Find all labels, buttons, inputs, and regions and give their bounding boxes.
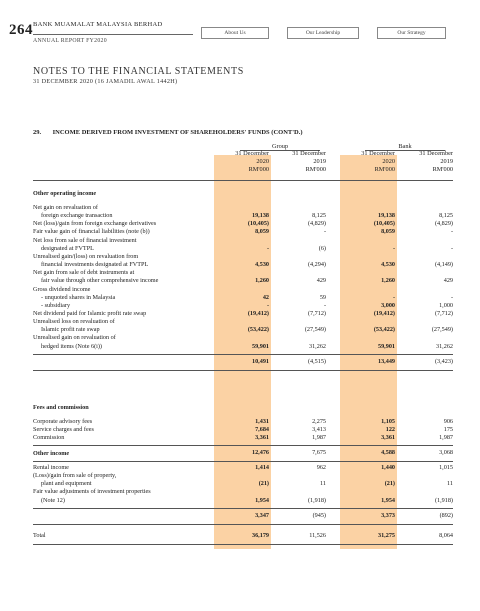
cell-value: 8,125 — [312, 212, 326, 220]
column-header-bank-2019 — [395, 150, 453, 174]
cell-value: 12,476 — [251, 449, 269, 457]
grand-total-rule — [33, 544, 453, 545]
section-end-rule — [33, 461, 453, 462]
cell-value: 1,987 — [312, 434, 326, 442]
column-date: 31 December — [292, 150, 326, 157]
row-label: foreign exchange transaction — [41, 212, 113, 220]
nav-about-us-button[interactable]: About Us — [201, 27, 269, 39]
cell-value: 36,179 — [251, 532, 269, 539]
cell-value: 1,000 — [439, 301, 453, 309]
cell-value: 1,987 — [439, 434, 453, 442]
cell-value: 19,138 — [251, 212, 269, 220]
table-row — [0, 497, 480, 505]
notes-title: NOTES TO THE FINANCIAL STATEMENTS — [33, 66, 244, 77]
subtotal-rule — [33, 508, 453, 509]
cell-value: 175 — [443, 426, 453, 434]
notes-subtitle: 31 DECEMBER 2020 (16 JAMADIL AWAL 1442H) — [33, 78, 178, 85]
cell-value: - — [392, 244, 395, 252]
row-label: fair value through other comprehensive income — [41, 277, 159, 285]
column-year: 2020 — [256, 158, 269, 165]
table-row — [0, 286, 480, 294]
row-label: Net gain from sale of debt instruments at — [33, 269, 135, 277]
bank-header: Bank — [398, 143, 412, 150]
cell-value: 31,262 — [435, 342, 453, 350]
row-label: Corporate advisory fees — [33, 418, 93, 425]
row-label: Fair value adjustments of investment properties — [33, 488, 151, 496]
cell-value: (3,423) — [434, 357, 453, 365]
cell-value: 8,059 — [381, 228, 395, 236]
cell-value: - — [392, 293, 395, 301]
table-row — [0, 253, 480, 261]
row-label: Unrealised gain/(loss) on revaluation from — [33, 252, 139, 260]
table-row — [0, 488, 480, 496]
cell-value: 4,530 — [381, 261, 395, 269]
cell-value: (10,405) — [373, 220, 395, 228]
table-row — [0, 434, 480, 442]
cell-value: 429 — [316, 277, 326, 285]
table-row — [0, 310, 480, 318]
cell-value: 1,260 — [255, 277, 269, 285]
cell-value: 2,275 — [312, 418, 326, 425]
cell-value: - — [323, 301, 326, 309]
cell-value: 59 — [319, 293, 326, 301]
cell-value: - — [266, 301, 269, 309]
row-label: Service charges and fees — [33, 426, 94, 434]
cell-value: (4,829) — [307, 220, 326, 228]
table-row — [0, 245, 480, 253]
row-label: Fair value gain of financial liabilities (note (b)) — [33, 228, 150, 236]
table-row — [0, 269, 480, 277]
row-label: financial investments designated at FVTPL — [41, 261, 149, 269]
row-label: Unrealised loss on revaluation of — [33, 318, 115, 326]
cell-value: 59,901 — [251, 342, 269, 350]
cell-value: (7,712) — [434, 309, 453, 317]
table-row — [0, 426, 480, 434]
cell-value: 4,588 — [381, 449, 395, 457]
cell-value: (1,918) — [307, 496, 326, 504]
row-label: (Loss)/gain from sale of property, — [33, 472, 117, 480]
row-label: Net gain on revaluation of — [33, 204, 98, 211]
cell-value: 3,347 — [255, 511, 269, 519]
cell-value: 3,361 — [255, 434, 269, 442]
bank-name: BANK MUAMALAT MALAYSIA BERHAD — [33, 21, 163, 28]
cell-value: (19,412) — [373, 309, 395, 317]
subtotal-rule — [33, 354, 453, 355]
cell-value: - — [266, 244, 269, 252]
row-label: Islamic profit rate swap — [41, 326, 100, 334]
cell-value: (7,712) — [307, 309, 326, 317]
column-year: 2019 — [440, 158, 453, 165]
grand-total-label: Total — [33, 532, 46, 539]
section-number: 29. — [33, 129, 42, 136]
cell-value: (4,149) — [434, 261, 453, 269]
cell-value: 7,684 — [255, 426, 269, 434]
cell-value: 1,431 — [255, 418, 269, 425]
page-number: 264 — [9, 22, 33, 38]
table-row — [0, 261, 480, 269]
table-row — [0, 204, 480, 212]
cell-value: 8,059 — [255, 228, 269, 236]
cell-value: (53,422) — [247, 326, 269, 334]
row-label: Commission — [33, 434, 65, 442]
column-unit: RM'000 — [432, 166, 453, 173]
row-label: plant and equipment — [41, 480, 92, 488]
table-row — [0, 302, 480, 310]
row-label: - unquoted shares in Malaysia — [41, 293, 116, 301]
cell-value: 8,064 — [439, 532, 453, 539]
cell-value: (945) — [312, 511, 326, 519]
nav-our-leadership-button[interactable]: Our Leadership — [287, 27, 359, 39]
cell-value: (1,918) — [434, 496, 453, 504]
cell-value: 1,440 — [381, 464, 395, 471]
table-row — [0, 326, 480, 334]
section-heading: Other operating income — [33, 190, 97, 197]
cell-value: 1,105 — [381, 418, 395, 425]
cell-value: (4,294) — [307, 261, 326, 269]
cell-value: (53,422) — [373, 326, 395, 334]
cell-value: 11,526 — [309, 532, 326, 539]
report-name: ANNUAL REPORT FY2020 — [33, 38, 107, 44]
column-year: 2020 — [382, 158, 395, 165]
cell-value: 1,015 — [439, 464, 453, 471]
cell-value: 1,260 — [381, 277, 395, 285]
cell-value: 10,491 — [251, 357, 269, 365]
table-row — [0, 318, 480, 326]
column-year: 2019 — [313, 158, 326, 165]
row-label: Net (loss)/gain from foreign exchange derivatives — [33, 220, 157, 228]
cell-value: 1,954 — [381, 496, 395, 504]
table-row — [0, 343, 480, 351]
cell-value: 122 — [385, 426, 395, 434]
cell-value: - — [450, 293, 453, 301]
section-heading: Other income — [33, 450, 70, 457]
table-row — [0, 277, 480, 285]
cell-value: (27,549) — [304, 326, 326, 334]
column-date: 31 December — [419, 150, 453, 157]
table-row — [0, 472, 480, 480]
row-label: - subsidiary — [41, 301, 71, 309]
column-header-group-2020 — [211, 150, 269, 174]
cell-value: (6) — [318, 244, 326, 252]
column-unit: RM'000 — [305, 166, 326, 173]
cell-value: 3,361 — [381, 434, 395, 442]
cell-value: 1,414 — [255, 464, 269, 471]
row-label: Gross dividend income — [33, 285, 91, 293]
table-row — [0, 294, 480, 302]
cell-value: (19,412) — [247, 309, 269, 317]
column-header-group-2019 — [268, 150, 326, 174]
table-row — [0, 212, 480, 220]
table-row — [0, 220, 480, 228]
nav-our-strategy-button[interactable]: Our Strategy — [377, 27, 446, 39]
section-heading — [33, 129, 303, 136]
group-header: Group — [271, 143, 289, 150]
section-heading-row — [0, 404, 480, 412]
column-unit: RM'000 — [248, 166, 269, 173]
row-label: (Note 12) — [41, 496, 65, 504]
cell-value: 4,530 — [255, 261, 269, 269]
cell-value: (10,405) — [247, 220, 269, 228]
cell-value: (27,549) — [431, 326, 453, 334]
row-label: designated at FVTPL — [41, 244, 94, 252]
table-row — [0, 464, 480, 472]
cell-value: 906 — [443, 418, 453, 425]
column-date: 31 December — [361, 150, 395, 157]
table-row — [0, 480, 480, 488]
cell-value: 42 — [262, 293, 269, 301]
cell-value: 11 — [447, 480, 453, 488]
cell-value: - — [323, 228, 326, 236]
section-heading: Fees and commission — [33, 404, 89, 411]
section-heading-row — [0, 190, 480, 198]
cell-value: 8,125 — [439, 212, 453, 220]
table-row — [0, 228, 480, 236]
cell-value: 19,138 — [377, 212, 395, 220]
grand-total-row — [0, 532, 480, 540]
section-end-rule — [33, 524, 453, 525]
cell-value: (4,515) — [307, 357, 326, 365]
cell-value: (892) — [439, 511, 453, 519]
cell-value: 31,262 — [308, 342, 326, 350]
cell-value: 13,449 — [377, 357, 395, 365]
cell-value: 962 — [316, 464, 326, 471]
cell-value: - — [450, 228, 453, 236]
cell-value: 3,000 — [381, 301, 395, 309]
section-end-rule — [33, 370, 453, 371]
row-label: Rental income — [33, 464, 69, 471]
cell-value: (21) — [384, 480, 395, 488]
column-unit: RM'000 — [374, 166, 395, 173]
row-label: hedged items (Note 6(i)) — [41, 342, 102, 350]
subtotal-row — [0, 358, 480, 366]
cell-value: 3,373 — [381, 511, 395, 519]
cell-value: (21) — [258, 480, 269, 488]
column-date: 31 December — [235, 150, 269, 157]
cell-value: 11 — [320, 480, 326, 488]
header-divider — [33, 34, 193, 35]
cell-value: 429 — [443, 277, 453, 285]
cell-value: 3,068 — [439, 449, 453, 457]
cell-value: - — [450, 244, 453, 252]
subtotal-row — [0, 512, 480, 520]
row-label: Unrealised gain on revaluation of — [33, 334, 116, 342]
cell-value: 31,275 — [377, 532, 395, 539]
table-row — [0, 237, 480, 245]
cell-value: 1,954 — [255, 496, 269, 504]
table-row — [0, 334, 480, 342]
column-header-bank-2020 — [337, 150, 395, 174]
notes-title-block — [33, 66, 244, 85]
table-header-rule — [33, 180, 453, 181]
cell-value: 3,413 — [312, 426, 326, 434]
row-label: Net dividend paid for Islamic profit rate swap — [33, 309, 147, 317]
section-title: INCOME DERIVED FROM INVESTMENT OF SHAREHOLDERS' FUNDS (CONT'D.) — [52, 129, 303, 136]
cell-value: (4,829) — [434, 220, 453, 228]
table-row — [0, 418, 480, 426]
cell-value: 59,901 — [377, 342, 395, 350]
section-heading-row — [0, 450, 480, 458]
row-label: Net loss from sale of financial investment — [33, 236, 137, 244]
subtotal-rule — [33, 445, 453, 446]
cell-value: 7,675 — [312, 449, 326, 457]
